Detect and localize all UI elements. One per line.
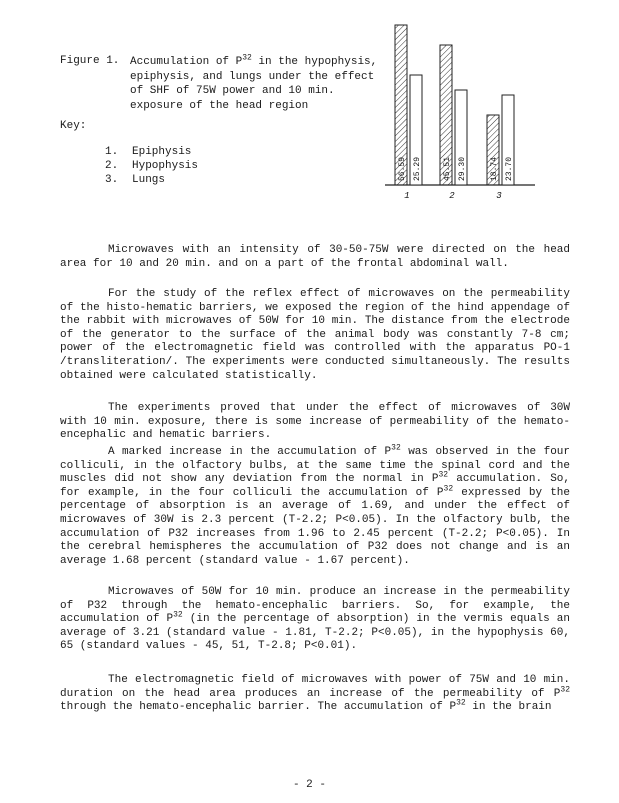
paragraph-6: The electromagnetic field of microwaves with power of 75W and 10 min. duration on the head area produces an increase of the permeability of $P^{32}$ through the hemato-encephalic barrier. The accumulation of $P^{32}$ in the brain — [60, 674, 570, 714]
bar-value-label: 25.29 — [413, 156, 422, 181]
bar-chart-svg — [385, 10, 555, 210]
key-text: Epiphysis — [132, 146, 192, 158]
key-item — [105, 145, 198, 159]
figure-label: Figure 1. — [60, 55, 120, 67]
bar-value-label: 29.30 — [458, 156, 467, 181]
key-number: 2. — [105, 160, 119, 172]
bar-value-label: 56.59 — [398, 156, 407, 181]
paragraph-5: Microwaves of 50W for 10 min. produce an increase in the permeability of P32 through the hemato-encephalic barriers. So, for example, the accumulation of $P^{32}$ (in the percentage of absorption) in the vermis equals an average of 3.21 (standard value - 1.81, T-2.2; P<0.05), in the hypophysis 60, 65 (standard values - 45, 51, T-2.8; P<0.01). — [60, 586, 570, 653]
page-number: - 2 - — [292, 779, 326, 791]
category-label: 1 — [404, 191, 410, 201]
category-label: 2 — [449, 191, 455, 201]
figure-caption — [130, 55, 380, 113]
paragraph-2: For the study of the reflex effect of microwaves on the permeability of the histo-hematic barriers, we exposed the region of the hind appendage of the rabbit with microwaves of 50W for 10 min. The distance from the electrode of the generator to the surface of the animal body was constantly 7-8 cm; power of the electromagnetic field was controlled with the apparatus PO-1 /transliteration/. The experiments were conducted simultaneously. The results obtained were calculated statistically. — [60, 288, 570, 382]
bar-value-label: 18.74 — [490, 156, 499, 181]
key-number: 1. — [105, 146, 119, 158]
bar-chart — [385, 10, 555, 210]
key-number: 3. — [105, 174, 119, 186]
key-text: Lungs — [132, 174, 166, 186]
caption-text-1: Accumulation of P — [130, 56, 243, 68]
key-item — [105, 159, 198, 173]
paragraph-4: A marked increase in the accumulation of $P^{32}$ was observed in the four colliculi, in the olfactory bulbs, at the same time the spinal cord and the muscles did not show any deviation from the normal in $P^{32}$ accumulation. So, for example, in the four colliculi the accumulation of $P^{32}$ expressed by the percentage of absorption is an average of 1.69, and under the effect of microwaves of 30W is 2.3 percent (T-2.2; P<0.05). In the olfactory bulb, the accumulation of P32 increases from 1.96 to 2.45 percent (T-2.2; P<0.05). In the cerebral hemispheres the accumulation of P32 does not change and is an average 1.68 percent (standard value - 1.67 percent). — [60, 443, 571, 567]
key-item — [105, 173, 198, 187]
key-label: Key: — [60, 120, 87, 132]
paragraph-1: Microwaves with an intensity of 30-50-75W were directed on the head area for 10 and 20 min. and on a part of the frontal abdominal wall. — [60, 244, 570, 270]
key-text: Hypophysis — [132, 160, 199, 172]
caption-text-2: in the hypophysis, epiphysis, and lungs under the effect of SHF of 75W power and 10 min. exposure of the head region — [130, 56, 378, 112]
key-list — [105, 145, 198, 187]
bar-value-label: 45.51 — [443, 156, 452, 181]
caption-superscript: 32 — [242, 53, 252, 63]
paragraph-3: The experiments proved that under the effect of microwaves of 30W with 10 min. exposure, there is some increase of permeability of the hemato-encephalic and hematic barriers. — [60, 402, 570, 442]
category-label: 3 — [496, 191, 502, 201]
bar-value-label: 23.70 — [505, 156, 514, 181]
